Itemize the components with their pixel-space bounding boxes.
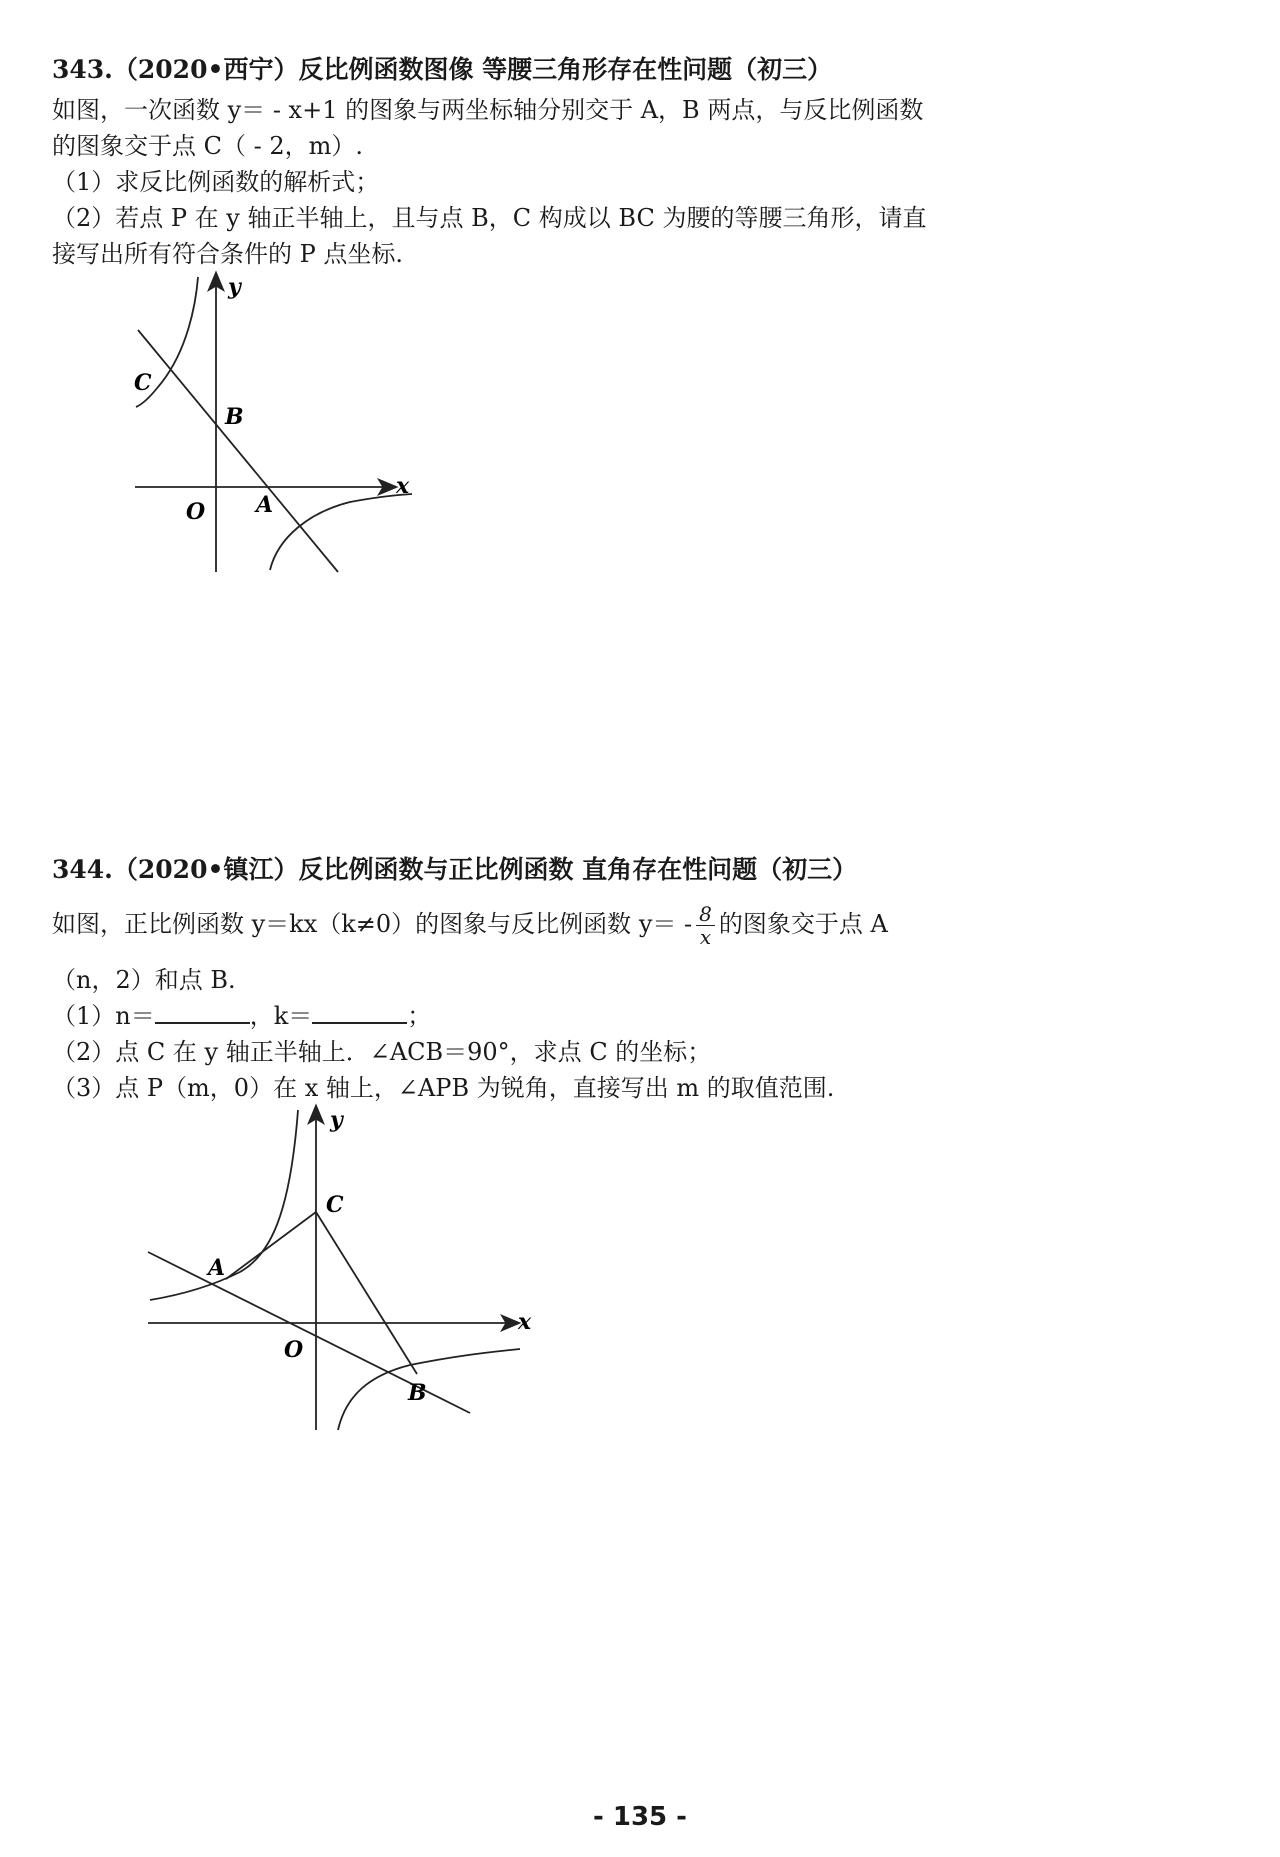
figure-344 bbox=[140, 1095, 540, 1435]
problem-344-line-2: （n，2）和点 B. bbox=[52, 966, 236, 994]
label-O: O bbox=[186, 499, 206, 525]
label-x: x bbox=[396, 473, 410, 499]
problem-344-line-1 bbox=[52, 894, 1002, 954]
figure-343 bbox=[110, 262, 430, 582]
problem-344-title: 344.（2020•镇江）反比例函数与正比例函数 直角存在性问题（初三） bbox=[52, 855, 858, 884]
problem-344-line-1-before: 如图，正比例函数 y＝kx（k≠0）的图象与反比例函数 y＝ - bbox=[52, 910, 693, 938]
part-1-end: ； bbox=[407, 1002, 432, 1030]
label-A: A bbox=[256, 492, 274, 518]
problem-344-line-5: （3）点 P（m，0）在 x 轴上，∠APB 为锐角，直接写出 m 的取值范围. bbox=[52, 1074, 835, 1102]
problem-344-line-3 bbox=[52, 998, 1002, 1034]
fraction-numerator: 8 bbox=[696, 903, 715, 926]
problem-343-line-4: （2）若点 P 在 y 轴正半轴上，且与点 B，C 构成以 BC 为腰的等腰三角形，请直 bbox=[52, 204, 927, 232]
label-C: C bbox=[326, 1192, 344, 1218]
label-C: C bbox=[134, 370, 152, 396]
label-B: B bbox=[225, 404, 244, 430]
answer-blank-n[interactable] bbox=[155, 998, 250, 1024]
page-number: - 135 - bbox=[593, 1802, 687, 1832]
problem-343-line-3: （1）求反比例函数的解析式； bbox=[52, 168, 380, 196]
problem-343-title: 343.（2020•西宁）反比例函数图像 等腰三角形存在性问题（初三） bbox=[52, 55, 833, 84]
label-y: y bbox=[330, 1107, 343, 1133]
fraction-denominator: x bbox=[699, 925, 712, 949]
label-B: B bbox=[408, 1380, 427, 1406]
problem-344 bbox=[52, 852, 1002, 1106]
label-x: x bbox=[518, 1309, 532, 1335]
label-y: y bbox=[228, 274, 241, 300]
hyperbola-branch-lower-right bbox=[270, 494, 412, 570]
linear-function-line bbox=[138, 330, 338, 572]
answer-blank-k[interactable] bbox=[312, 998, 407, 1024]
part-1-n-label: （1）n＝ bbox=[52, 1002, 155, 1030]
fraction-8-over-x bbox=[696, 903, 715, 948]
part-1-k-label: ，k＝ bbox=[249, 1002, 313, 1030]
problem-343-line-5: 接写出所有符合条件的 P 点坐标. bbox=[52, 240, 404, 268]
problem-344-line-1-after: 的图象交于点 A bbox=[718, 910, 888, 938]
problem-343-line-2: 的图象交于点 C（ - 2，m）. bbox=[52, 132, 364, 160]
problem-343 bbox=[52, 52, 1002, 272]
problem-343-line-1: 如图，一次函数 y＝ - x+1 的图象与两坐标轴分别交于 A，B 两点，与反比例函数 bbox=[52, 96, 924, 124]
segment-CB bbox=[316, 1212, 417, 1374]
problem-344-line-4: （2）点 C 在 y 轴正半轴上．∠ACB＝90°，求点 C 的坐标； bbox=[52, 1038, 712, 1066]
segment-AC bbox=[226, 1212, 316, 1279]
label-O: O bbox=[284, 1337, 304, 1363]
label-A: A bbox=[208, 1255, 226, 1281]
